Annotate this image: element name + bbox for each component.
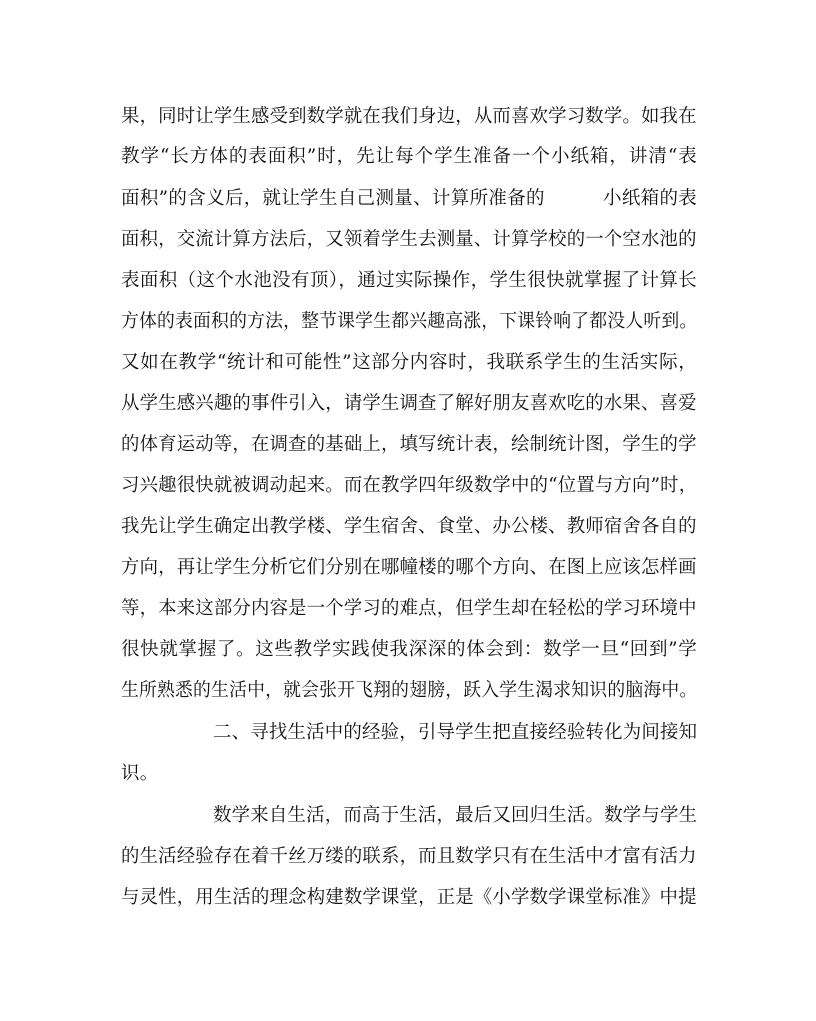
text-line-6: 方体的表面积的方法，整节课学生都兴趣高涨，下课铃响了都没人听到。: [121, 311, 698, 332]
text-line-10: 习兴趣很快就被调动起来。而在教学四年级数学中的“位置与方向”时，: [121, 475, 698, 496]
text-line-4: 面积，交流计算方法后，又领着学生去测量、计算学校的一个空水池的: [121, 229, 697, 250]
text-line-1: 果，同时让学生感受到数学就在我们身边，从而喜欢学习数学。如我在: [121, 106, 697, 127]
text-line-2: 教学“长方体的表面积”时，先让每个学生准备一个小纸箱，讲清“表: [121, 146, 697, 167]
text-line-7: 又如在教学“统计和可能性”这部分内容时，我联系学生的生活实际，: [121, 352, 697, 373]
text-line-12: 方向，再让学生分析它们分别在哪幢楼的哪个方向、在图上应该怎样画: [121, 557, 697, 578]
text-line-18: 数学来自生活，而高于生活，最后又回归生活。数学与学生: [213, 805, 698, 826]
section-heading-line-2: 识。: [121, 763, 159, 784]
text-line-9: 的体育运动等，在调查的基础上，填写统计表，绘制统计图，学生的学: [121, 434, 697, 455]
section-heading-line-1: 二、寻找生活中的经验，引导学生把直接经验转化为间接知: [213, 722, 698, 743]
text-line-20: 与灵性，用生活的理念构建数学课堂，正是《小学数学课堂标准》中提: [121, 887, 697, 908]
text-line-13: 等，本来这部分内容是一个学习的难点，但学生却在轻松的学习环境中: [121, 598, 697, 619]
text-line-3-part-2: 小纸箱的表: [602, 188, 697, 209]
text-line-3-part-1: 面积”的含义后，就让学生自己测量、计算所准备的: [121, 188, 545, 209]
text-line-3: [121, 186, 697, 212]
text-line-15: 生所熟悉的生活中，就会张开飞翔的翅膀，跃入学生渴求知识的脑海中。: [121, 680, 698, 701]
text-line-19: 的生活经验存在着千丝万缕的联系，而且数学只有在生活中才富有活力: [121, 846, 697, 867]
text-line-14: 很快就掌握了。这些教学实践使我深深的体会到：数学一旦“回到”学: [121, 639, 697, 660]
text-line-11: 我先让学生确定出教学楼、学生宿舍、食堂、办公楼、教师宿舍各自的: [121, 516, 697, 537]
text-line-8: 从学生感兴趣的事件引入，请学生调查了解好朋友喜欢吃的水果、喜爱: [121, 393, 697, 414]
text-line-5: 表面积（这个水池没有顶），通过实际操作，学生很快就掌握了计算长: [121, 270, 697, 291]
